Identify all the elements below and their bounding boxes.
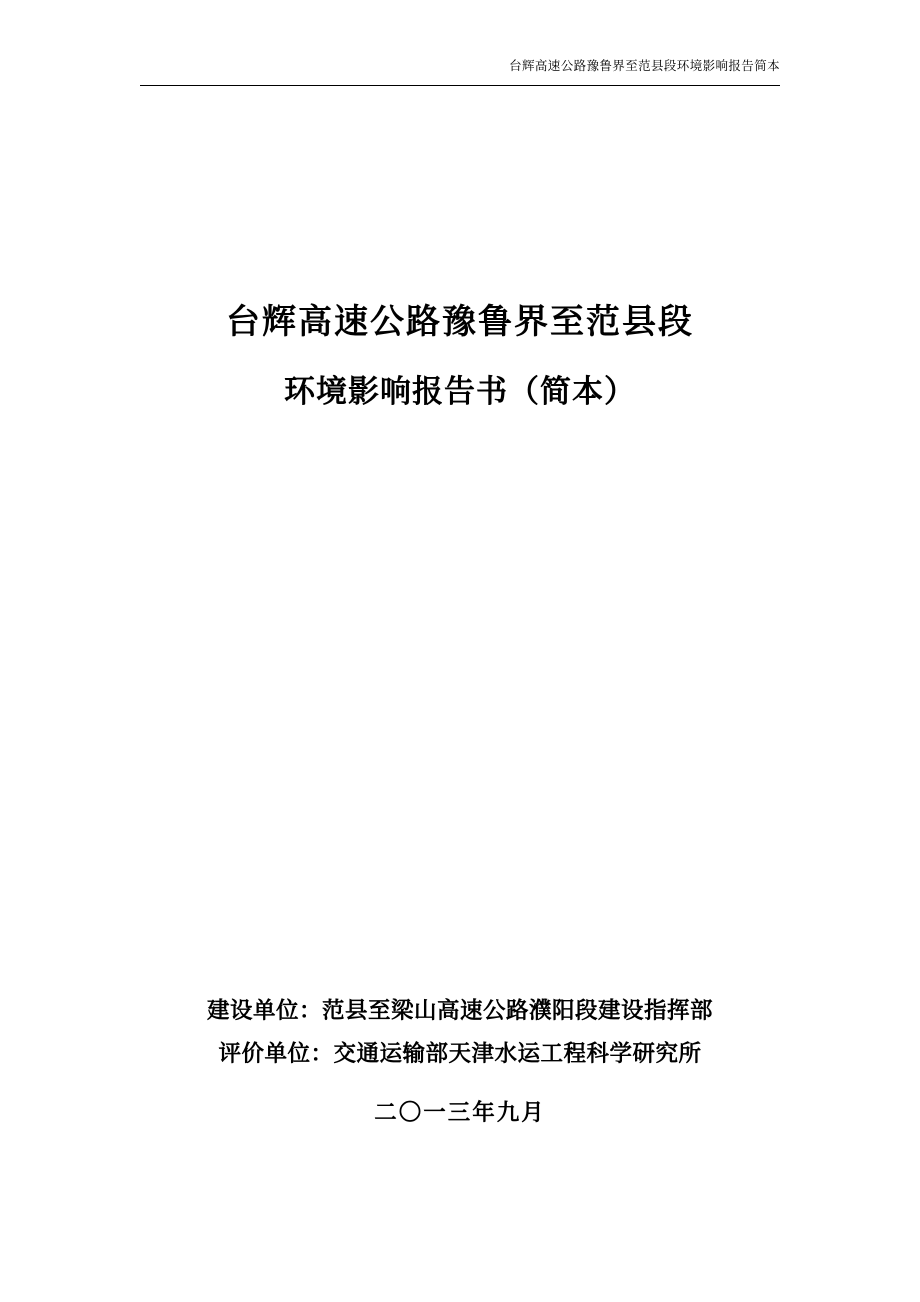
- construction-unit: 建设单位：范县至梁山高速公路濮阳段建设指挥部: [206, 998, 713, 1024]
- running-header: [140, 58, 780, 73]
- document-date: 二〇一三年九月: [374, 1100, 546, 1126]
- running-header-text: 台辉高速公路豫鲁界至范县段环境影响报告简本: [509, 58, 780, 73]
- document-title-secondary: 环境影响报告书（简本）: [284, 373, 636, 410]
- signature-block: [0, 1000, 920, 1127]
- header-divider: [140, 85, 780, 86]
- title-block: [0, 300, 920, 414]
- assessment-unit: 评价单位：交通运输部天津水运工程科学研究所: [218, 1040, 702, 1067]
- document-title-primary: 台辉高速公路豫鲁界至范县段: [226, 302, 694, 342]
